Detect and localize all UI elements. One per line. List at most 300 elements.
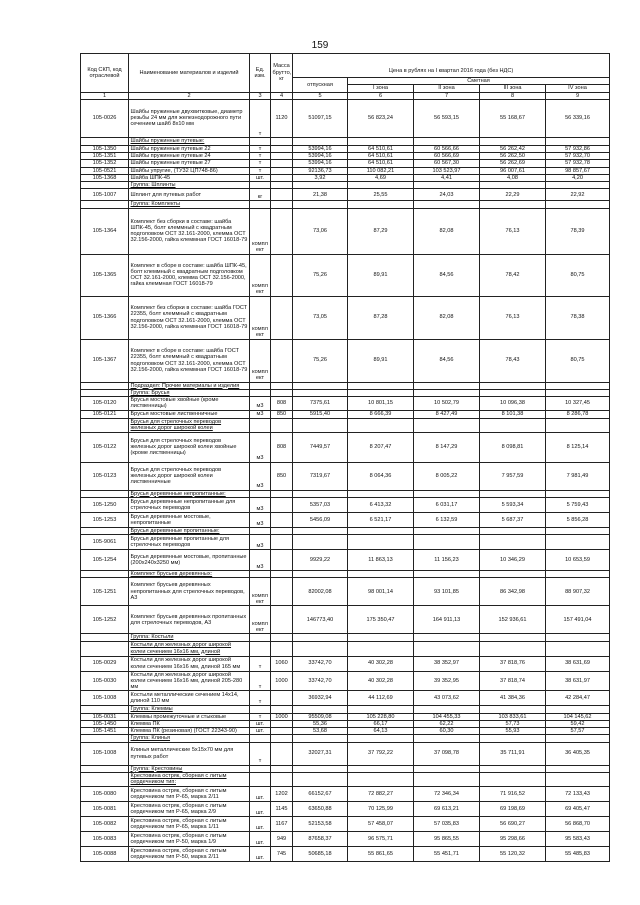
price-otpusk bbox=[293, 182, 348, 189]
item-code: 105-1254 bbox=[81, 550, 129, 571]
price-zone-1 bbox=[348, 571, 414, 578]
price-zone-2 bbox=[414, 571, 480, 578]
item-unit: м3 bbox=[250, 462, 271, 490]
item-unit: шт. bbox=[250, 846, 271, 861]
price-zone-4 bbox=[546, 490, 610, 497]
item-unit: шт. bbox=[250, 801, 271, 816]
price-otpusk: 63650,88 bbox=[293, 801, 348, 816]
price-zone-1: 105 228,80 bbox=[348, 713, 414, 720]
item-code bbox=[81, 137, 129, 145]
item-mass bbox=[271, 201, 293, 208]
table-row bbox=[81, 713, 610, 720]
price-otpusk: 50685,18 bbox=[293, 846, 348, 861]
item-name: Клемма ПК (резиновая) (ГОСТ 22343-90) bbox=[129, 728, 250, 735]
price-zone-3: 8 098,81 bbox=[480, 432, 546, 462]
price-zone-3: 56 262,42 bbox=[480, 145, 546, 152]
price-zone-2 bbox=[414, 706, 480, 713]
price-zone-1: 6 521,17 bbox=[348, 512, 414, 527]
header-zone-1: I зона bbox=[348, 85, 414, 92]
price-otpusk: 73,05 bbox=[293, 296, 348, 339]
price-zone-4: 157 491,04 bbox=[546, 606, 610, 634]
item-unit: т bbox=[250, 671, 271, 691]
price-zone-3 bbox=[480, 735, 546, 742]
item-code bbox=[81, 772, 129, 786]
price-zone-4: 80,75 bbox=[546, 254, 610, 296]
page-number: 159 bbox=[311, 40, 329, 51]
item-mass: 1202 bbox=[271, 786, 293, 801]
price-zone-3 bbox=[480, 389, 546, 396]
item-mass bbox=[271, 254, 293, 296]
item-code: 105-1253 bbox=[81, 512, 129, 527]
item-code bbox=[81, 490, 129, 497]
price-zone-2: 8 005,22 bbox=[414, 462, 480, 490]
price-zone-1: 64 510,61 bbox=[348, 145, 414, 152]
item-unit bbox=[250, 765, 271, 772]
item-code: 105-0029 bbox=[81, 656, 129, 671]
table-row bbox=[81, 831, 610, 846]
colnum: 2 bbox=[129, 92, 250, 99]
price-zone-4 bbox=[546, 772, 610, 786]
item-mass bbox=[271, 706, 293, 713]
table-row bbox=[81, 535, 610, 550]
table-row bbox=[81, 410, 610, 418]
item-name: Крестовина остряк, сборная с литым сердечником тип Р-50, марка 2/11 bbox=[129, 846, 250, 861]
item-code bbox=[81, 706, 129, 713]
item-unit bbox=[250, 571, 271, 578]
price-zone-2: 84,56 bbox=[414, 339, 480, 382]
item-unit: м3 bbox=[250, 497, 271, 512]
price-zone-2: 56 593,15 bbox=[414, 99, 480, 137]
item-name: Клеммы промежуточные и стыковые bbox=[129, 713, 250, 720]
item-code: 105-1367 bbox=[81, 339, 129, 382]
item-code: 105-0122 bbox=[81, 432, 129, 462]
price-zone-1 bbox=[348, 490, 414, 497]
price-zone-4: 55 485,83 bbox=[546, 846, 610, 861]
price-zone-2: 4,41 bbox=[414, 174, 480, 181]
price-zone-1 bbox=[348, 418, 414, 432]
item-code bbox=[81, 389, 129, 396]
price-zone-2 bbox=[414, 137, 480, 145]
table-row bbox=[81, 339, 610, 382]
price-zone-3 bbox=[480, 706, 546, 713]
item-code: 105-0080 bbox=[81, 786, 129, 801]
item-mass bbox=[271, 389, 293, 396]
item-name: Комплект без сборки в составе: шайба ГОСТ 22355, болт клеммный с квадратным подголовком ОСТ 32.161-2000, клемма ОСТ 32.156-2000, гайка клеммная ГОСТ 16018-79 bbox=[129, 296, 250, 339]
item-unit: компл ект bbox=[250, 208, 271, 254]
price-zone-1: 55 861,65 bbox=[348, 846, 414, 861]
item-unit: м3 bbox=[250, 410, 271, 418]
item-name: Клинья металлические 5х15х70 мм для путевых работ bbox=[129, 742, 250, 765]
price-zone-1: 25,55 bbox=[348, 189, 414, 201]
price-otpusk: 55,36 bbox=[293, 720, 348, 727]
price-zone-2: 57 035,83 bbox=[414, 816, 480, 831]
price-zone-2: 60 566,69 bbox=[414, 153, 480, 160]
item-unit: м3 bbox=[250, 397, 271, 411]
item-mass bbox=[271, 296, 293, 339]
price-zone-4: 5 856,28 bbox=[546, 512, 610, 527]
price-zone-3 bbox=[480, 201, 546, 208]
price-zone-1 bbox=[348, 706, 414, 713]
price-otpusk bbox=[293, 527, 348, 534]
price-zone-1 bbox=[348, 137, 414, 145]
item-code: 105-1368 bbox=[81, 174, 129, 181]
item-code bbox=[81, 765, 129, 772]
price-zone-2: 82,08 bbox=[414, 208, 480, 254]
item-code: 105-1352 bbox=[81, 160, 129, 167]
price-zone-4: 5 759,43 bbox=[546, 497, 610, 512]
price-otpusk bbox=[293, 571, 348, 578]
price-zone-4: 10 327,45 bbox=[546, 397, 610, 411]
price-zone-4: 10 653,59 bbox=[546, 550, 610, 571]
price-zone-3 bbox=[480, 535, 546, 550]
price-zone-3: 5 687,37 bbox=[480, 512, 546, 527]
price-zone-4 bbox=[546, 634, 610, 641]
price-zone-3: 56 262,50 bbox=[480, 153, 546, 160]
price-otpusk bbox=[293, 389, 348, 396]
price-otpusk bbox=[293, 706, 348, 713]
item-name: Крестовина остряк, сборная с литым сердечником тип: bbox=[129, 772, 250, 786]
header-mass: Масса брутто, кг bbox=[271, 54, 293, 93]
price-zone-1 bbox=[348, 382, 414, 389]
price-otpusk bbox=[293, 535, 348, 550]
price-zone-1: 87,28 bbox=[348, 296, 414, 339]
item-unit bbox=[250, 137, 271, 145]
group-row bbox=[81, 182, 610, 189]
price-zone-1: 72 882,27 bbox=[348, 786, 414, 801]
item-code bbox=[81, 634, 129, 641]
item-unit: м3 bbox=[250, 512, 271, 527]
price-zone-3: 57,73 bbox=[480, 720, 546, 727]
price-otpusk: 7449,57 bbox=[293, 432, 348, 462]
item-name: Шайбы пружинные путевые: bbox=[129, 137, 250, 145]
item-code bbox=[81, 382, 129, 389]
item-name: Комплект брусьев деревянных пропитанных для стрелочных переводов, А3 bbox=[129, 606, 250, 634]
colnum: 5 bbox=[293, 92, 348, 99]
table-row bbox=[81, 801, 610, 816]
item-mass bbox=[271, 728, 293, 735]
header-zone-4: IV зона bbox=[546, 85, 610, 92]
price-otpusk: 5456,09 bbox=[293, 512, 348, 527]
header-zone-2: II зона bbox=[414, 85, 480, 92]
price-zone-3 bbox=[480, 772, 546, 786]
price-otpusk: 66152,67 bbox=[293, 786, 348, 801]
item-mass bbox=[271, 735, 293, 742]
header-smetnaya: Сметная bbox=[348, 78, 610, 85]
item-unit bbox=[250, 389, 271, 396]
price-otpusk: 87658,37 bbox=[293, 831, 348, 846]
price-otpusk bbox=[293, 490, 348, 497]
price-zone-4: 38 631,97 bbox=[546, 671, 610, 691]
price-zone-1: 89,91 bbox=[348, 254, 414, 296]
item-mass bbox=[271, 153, 293, 160]
price-zone-2: 6 031,17 bbox=[414, 497, 480, 512]
price-otpusk: 33742,70 bbox=[293, 671, 348, 691]
price-zone-1: 8 064,36 bbox=[348, 462, 414, 490]
item-name: Шплинт для путевых работ bbox=[129, 189, 250, 201]
item-unit: м3 bbox=[250, 550, 271, 571]
group-row bbox=[81, 634, 610, 641]
item-mass bbox=[271, 641, 293, 656]
price-zone-4 bbox=[546, 389, 610, 396]
item-unit bbox=[250, 772, 271, 786]
item-code bbox=[81, 641, 129, 656]
item-name: Группа: Клинья bbox=[129, 735, 250, 742]
price-zone-4: 42 284,47 bbox=[546, 691, 610, 706]
item-unit bbox=[250, 382, 271, 389]
price-otpusk: 95509,08 bbox=[293, 713, 348, 720]
price-otpusk bbox=[293, 641, 348, 656]
price-zone-4: 72 133,43 bbox=[546, 786, 610, 801]
item-name: Группа: Комплекты bbox=[129, 201, 250, 208]
price-zone-3: 69 198,69 bbox=[480, 801, 546, 816]
item-unit bbox=[250, 527, 271, 534]
price-otpusk: 53,68 bbox=[293, 728, 348, 735]
price-zone-4 bbox=[546, 571, 610, 578]
price-zone-3: 96 007,61 bbox=[480, 167, 546, 174]
item-name: Комплект в сборе в составе: шайба ШПК-45, болт клеммный с квадратным подголовком ОСТ 32.161-2000, клемма ОСТ 32.156-2000, гайка клеммная ГОСТ 16018-79 bbox=[129, 254, 250, 296]
colnum: 6 bbox=[348, 92, 414, 99]
price-zone-2: 62,22 bbox=[414, 720, 480, 727]
price-zone-2: 43 073,62 bbox=[414, 691, 480, 706]
item-unit: кг bbox=[250, 189, 271, 201]
price-zone-3: 10 096,38 bbox=[480, 397, 546, 411]
item-mass bbox=[271, 137, 293, 145]
price-zone-4: 78,38 bbox=[546, 296, 610, 339]
price-zone-4: 8 286,78 bbox=[546, 410, 610, 418]
price-zone-4: 57 932,86 bbox=[546, 145, 610, 152]
item-code bbox=[81, 201, 129, 208]
price-zone-1: 64,13 bbox=[348, 728, 414, 735]
price-zone-2: 38 352,97 bbox=[414, 656, 480, 671]
price-zone-3 bbox=[480, 571, 546, 578]
price-otpusk: 82002,08 bbox=[293, 578, 348, 606]
price-zone-1 bbox=[348, 735, 414, 742]
item-code: 105-1364 bbox=[81, 208, 129, 254]
item-name: Комплект брусьев деревянных непропитанных для стрелочных переводов, А3 bbox=[129, 578, 250, 606]
group-row bbox=[81, 571, 610, 578]
header-code: Код СКП, код отраслевой bbox=[81, 54, 129, 93]
header-name: Наименование материалов и изделий bbox=[129, 54, 250, 93]
item-name: Комплект брусьев деревянных: bbox=[129, 571, 250, 578]
price-otpusk: 36932,94 bbox=[293, 691, 348, 706]
price-zone-3: 86 342,98 bbox=[480, 578, 546, 606]
price-otpusk: 53994,16 bbox=[293, 160, 348, 167]
price-zone-1 bbox=[348, 389, 414, 396]
price-zone-2 bbox=[414, 201, 480, 208]
price-zone-1: 8 207,47 bbox=[348, 432, 414, 462]
price-zone-3: 37 818,76 bbox=[480, 656, 546, 671]
price-zone-2 bbox=[414, 418, 480, 432]
item-name: Брусья деревянные непропитанные: bbox=[129, 490, 250, 497]
item-name: Группа: Брусья bbox=[129, 389, 250, 396]
price-otpusk: 33742,70 bbox=[293, 656, 348, 671]
price-zone-1 bbox=[348, 182, 414, 189]
item-unit: компл ект bbox=[250, 296, 271, 339]
price-zone-2: 103 523,97 bbox=[414, 167, 480, 174]
price-zone-2: 8 147,29 bbox=[414, 432, 480, 462]
price-zone-1: 37 792,22 bbox=[348, 742, 414, 765]
price-zone-3: 152 936,61 bbox=[480, 606, 546, 634]
price-zone-3: 56 262,69 bbox=[480, 160, 546, 167]
item-unit bbox=[250, 418, 271, 432]
price-zone-3: 7 957,59 bbox=[480, 462, 546, 490]
item-code: 105-1366 bbox=[81, 296, 129, 339]
item-name: Крестовина остряк, сборная с литым сердечником тип Р-50, марка 1/9 bbox=[129, 831, 250, 846]
item-code: 105-0031 bbox=[81, 713, 129, 720]
item-unit: компл ект bbox=[250, 606, 271, 634]
item-mass bbox=[271, 550, 293, 571]
group-row bbox=[81, 641, 610, 656]
group-row bbox=[81, 418, 610, 432]
price-otpusk bbox=[293, 201, 348, 208]
item-name: Брусья деревянные пропитанные: bbox=[129, 527, 250, 534]
price-zone-2 bbox=[414, 535, 480, 550]
table-row bbox=[81, 578, 610, 606]
price-zone-1 bbox=[348, 641, 414, 656]
item-unit: т bbox=[250, 691, 271, 706]
item-mass bbox=[271, 490, 293, 497]
price-zone-2: 37 098,78 bbox=[414, 742, 480, 765]
price-zone-2 bbox=[414, 735, 480, 742]
price-zone-3: 55 120,32 bbox=[480, 846, 546, 861]
price-otpusk: 5915,40 bbox=[293, 410, 348, 418]
price-otpusk: 75,26 bbox=[293, 339, 348, 382]
group-row bbox=[81, 527, 610, 534]
price-zone-2: 69 613,21 bbox=[414, 801, 480, 816]
item-name: Костыли для железных дорог широкой колеи сечением 16х16 мм, длиной 205-280 мм bbox=[129, 671, 250, 691]
item-mass: 1000 bbox=[271, 713, 293, 720]
price-zone-3: 103 833,61 bbox=[480, 713, 546, 720]
item-code: 105-1365 bbox=[81, 254, 129, 296]
price-otpusk: 5357,03 bbox=[293, 497, 348, 512]
item-mass bbox=[271, 606, 293, 634]
item-name: Комплект без сборки в составе: шайба ШПК-45, болт клеммный с квадратным подголовком ОСТ 32.161-2000, клемма ОСТ 32.156-2000, гайка клеммная ГОСТ 16018-79 bbox=[129, 208, 250, 254]
price-zone-2: 39 352,95 bbox=[414, 671, 480, 691]
table-row bbox=[81, 786, 610, 801]
price-zone-1: 4,69 bbox=[348, 174, 414, 181]
price-zone-3: 55,93 bbox=[480, 728, 546, 735]
price-zone-1: 6 413,32 bbox=[348, 497, 414, 512]
price-zone-4: 38 631,69 bbox=[546, 656, 610, 671]
price-zone-3: 4,08 bbox=[480, 174, 546, 181]
item-code: 105-0030 bbox=[81, 671, 129, 691]
item-unit: т bbox=[250, 742, 271, 765]
price-zone-3 bbox=[480, 641, 546, 656]
item-name: Группа: Костыли bbox=[129, 634, 250, 641]
price-zone-3 bbox=[480, 490, 546, 497]
table-row bbox=[81, 145, 610, 152]
item-mass: 808 bbox=[271, 397, 293, 411]
price-zone-4: 57 932,78 bbox=[546, 160, 610, 167]
price-zone-4: 56 339,16 bbox=[546, 99, 610, 137]
table-row bbox=[81, 497, 610, 512]
price-zone-2: 93 101,85 bbox=[414, 578, 480, 606]
table-row bbox=[81, 99, 610, 137]
item-code: 105-0088 bbox=[81, 846, 129, 861]
item-mass: 1060 bbox=[271, 656, 293, 671]
price-zone-3: 37 818,74 bbox=[480, 671, 546, 691]
item-unit: компл ект bbox=[250, 578, 271, 606]
item-unit bbox=[250, 201, 271, 208]
price-zone-2 bbox=[414, 182, 480, 189]
table-row bbox=[81, 432, 610, 462]
item-mass bbox=[271, 182, 293, 189]
table-row bbox=[81, 153, 610, 160]
item-code: 105-1008 bbox=[81, 742, 129, 765]
price-zone-2: 82,08 bbox=[414, 296, 480, 339]
item-code: 105-1451 bbox=[81, 728, 129, 735]
item-name: Шайбы упругие, (ТУ32 ЦП748-86) bbox=[129, 167, 250, 174]
price-otpusk bbox=[293, 772, 348, 786]
item-unit bbox=[250, 735, 271, 742]
item-mass: 808 bbox=[271, 432, 293, 462]
table-row bbox=[81, 606, 610, 634]
item-name: Брусья для стрелочных переводов железных дорог широкой колеи bbox=[129, 418, 250, 432]
table-row bbox=[81, 671, 610, 691]
price-otpusk bbox=[293, 634, 348, 641]
price-zone-3: 95 298,66 bbox=[480, 831, 546, 846]
price-zone-2 bbox=[414, 765, 480, 772]
item-unit: шт. bbox=[250, 786, 271, 801]
header-otpusk: отпускная bbox=[293, 78, 348, 93]
price-zone-3: 41 384,36 bbox=[480, 691, 546, 706]
item-code bbox=[81, 182, 129, 189]
price-zone-4: 80,75 bbox=[546, 339, 610, 382]
price-zone-1: 11 863,13 bbox=[348, 550, 414, 571]
item-name: Костыли металлические сечением 14х14, длиной 110 мм bbox=[129, 691, 250, 706]
item-mass bbox=[271, 512, 293, 527]
item-unit: м3 bbox=[250, 432, 271, 462]
price-zone-4: 69 405,47 bbox=[546, 801, 610, 816]
item-code: 105-1008 bbox=[81, 691, 129, 706]
price-otpusk: 52153,58 bbox=[293, 816, 348, 831]
price-zone-2: 60,30 bbox=[414, 728, 480, 735]
price-otpusk bbox=[293, 382, 348, 389]
price-zone-3 bbox=[480, 765, 546, 772]
item-name: Крестовина остряк, сборная с литым сердечником тип Р-65, марка 2/9 bbox=[129, 801, 250, 816]
item-name: Брусья мостовые лиственничные bbox=[129, 410, 250, 418]
item-mass: 1167 bbox=[271, 816, 293, 831]
item-code: 105-0521 bbox=[81, 167, 129, 174]
item-name: Брусья деревянные непропитанные для стрелочных переводов bbox=[129, 497, 250, 512]
price-zone-1: 44 112,69 bbox=[348, 691, 414, 706]
price-zone-4 bbox=[546, 527, 610, 534]
price-zone-1: 66,17 bbox=[348, 720, 414, 727]
item-code bbox=[81, 527, 129, 534]
price-zone-4 bbox=[546, 382, 610, 389]
table-row bbox=[81, 160, 610, 167]
table-row bbox=[81, 512, 610, 527]
group-row bbox=[81, 382, 610, 389]
price-zone-4: 36 405,35 bbox=[546, 742, 610, 765]
price-zone-2 bbox=[414, 641, 480, 656]
item-mass bbox=[271, 208, 293, 254]
price-zone-1: 57 458,07 bbox=[348, 816, 414, 831]
item-code: 105-0081 bbox=[81, 801, 129, 816]
price-zone-4 bbox=[546, 706, 610, 713]
item-name: Брусья деревянные мостовые, непропитанные bbox=[129, 512, 250, 527]
item-unit: т bbox=[250, 713, 271, 720]
price-zone-2: 60 566,66 bbox=[414, 145, 480, 152]
item-mass bbox=[271, 571, 293, 578]
price-otpusk: 3,92 bbox=[293, 174, 348, 181]
group-row bbox=[81, 706, 610, 713]
item-name: Шайбы пружинные путевые 27 bbox=[129, 160, 250, 167]
price-otpusk: 51097,15 bbox=[293, 99, 348, 137]
item-code: 105-1250 bbox=[81, 497, 129, 512]
table-row bbox=[81, 656, 610, 671]
item-mass bbox=[271, 497, 293, 512]
